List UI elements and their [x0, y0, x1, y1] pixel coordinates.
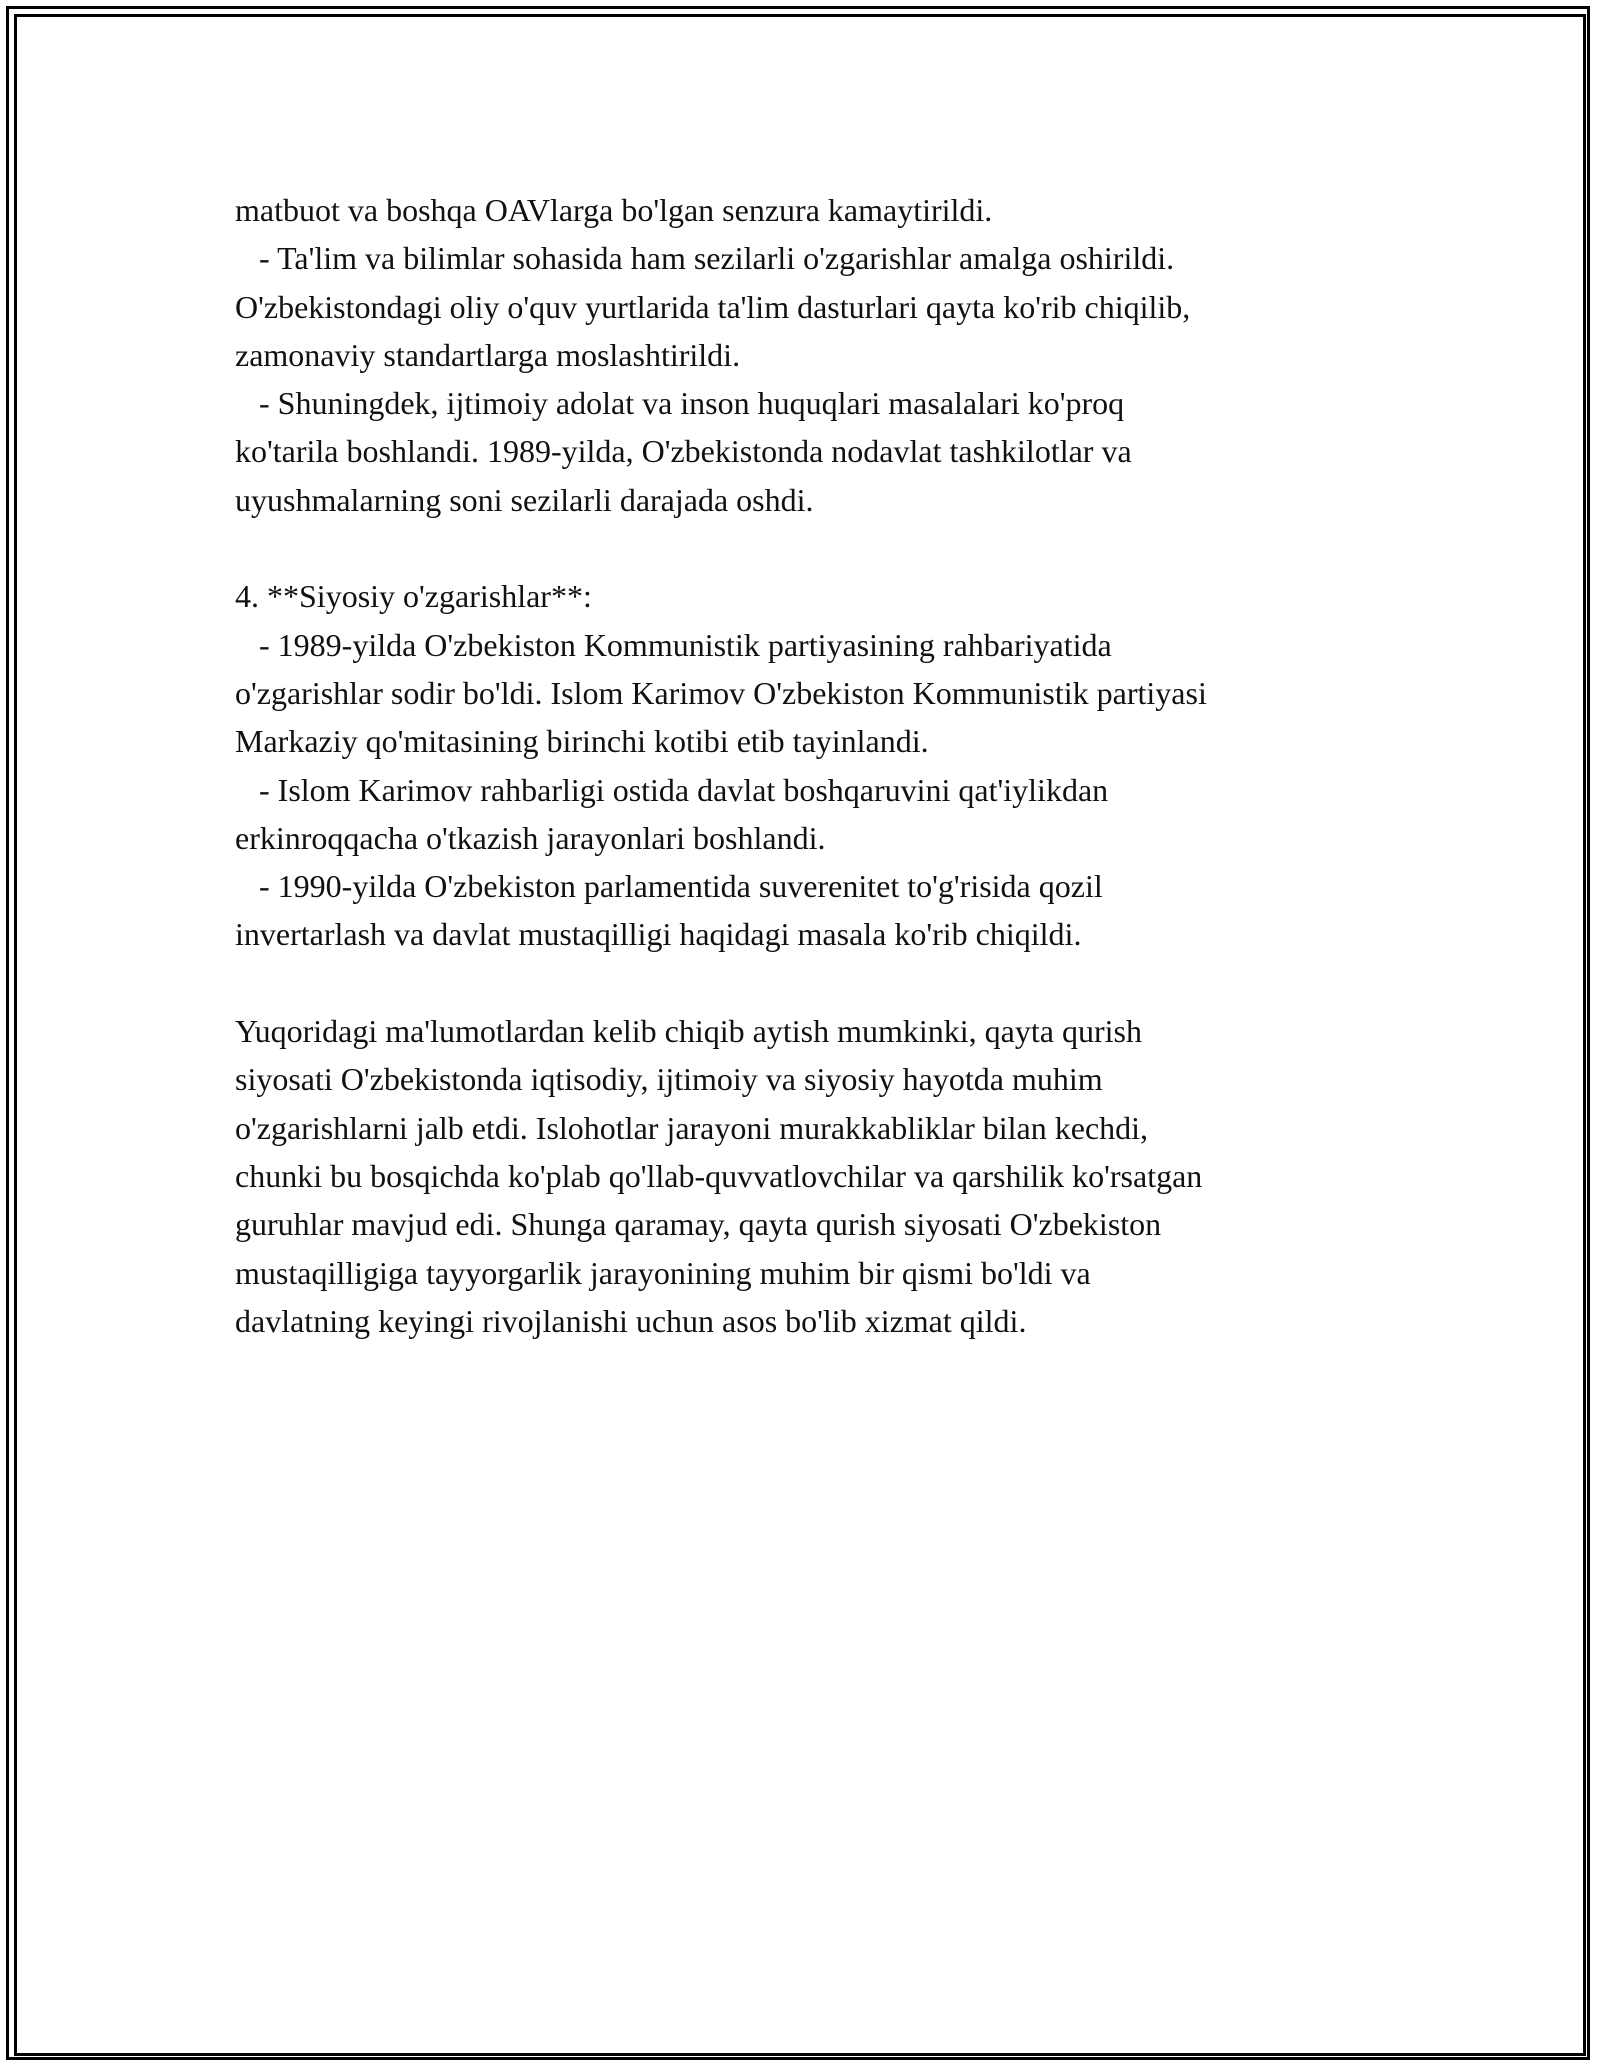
text-line: erkinroqqacha o'tkazish jarayonlari boshlandi.: [235, 819, 826, 856]
section-heading: 4. **Siyosiy o'zgarishlar**:: [235, 578, 592, 615]
text-line: uyushmalarning soni sezilarli darajada oshdi.: [235, 481, 814, 518]
text-line: matbuot va boshqa OAVlarga bo'lgan senzura kamaytirildi.: [235, 192, 993, 228]
text-line: davlatning keyingi rivojlanishi uchun asos bo'lib xizmat qildi.: [235, 1302, 1027, 1339]
text-line: o'zgarishlarni jalb etdi. Islohotlar jarayoni murakkabliklar bilan kechdi,: [235, 1109, 1149, 1146]
paragraph-gap: [235, 959, 1405, 1007]
text-line: siyosati O'zbekistonda iqtisodiy, ijtimoiy va siyosiy hayotda muhim: [235, 1061, 1103, 1098]
text-line: zamonaviy standartlarga moslashtirildi.: [235, 336, 741, 373]
text-line: ko'tarila boshlandi. 1989-yilda, O'zbekistonda nodavlat tashkilotlar va: [235, 433, 1132, 470]
text-line: - Shuningdek, ijtimoiy adolat va inson huquqlari masalalari ko'proq: [235, 385, 1125, 422]
text-line: Markaziy qo'mitasining birinchi kotibi etib tayinlandi.: [235, 723, 929, 760]
text-line: o'zgarishlar sodir bo'ldi. Islom Karimov O'zbekiston Kommunistik partiyasi: [235, 674, 1207, 711]
text-line: - Islom Karimov rahbarligi ostida davlat boshqaruvini qat'iylikdan: [235, 771, 1109, 808]
text-line: chunki bu bosqichda ko'plab qo'llab-quvvatlovchilar va qarshilik ko'rsatgan: [235, 1157, 1203, 1194]
paragraph-gap: [235, 524, 1405, 572]
text-line: - Ta'lim va bilimlar sohasida ham sezilarli o'zgarishlar amalga oshirildi.: [235, 240, 1175, 277]
text-line: - 1990-yilda O'zbekiston parlamentida suverenitet to'g'risida qozil: [235, 868, 1103, 905]
text-line: - 1989-yilda O'zbekiston Kommunistik partiyasining rahbariyatida: [235, 626, 1112, 663]
document-text: [235, 186, 1405, 1345]
text-line: mustaqilligiga tayyorgarlik jarayonining muhim bir qismi bo'ldi va: [235, 1254, 1091, 1291]
text-line: O'zbekistondagi oliy o'quv yurtlarida ta'lim dasturlari qayta ko'rib chiqilib,: [235, 288, 1191, 325]
text-line: invertarlash va davlat mustaqilligi haqidagi masala ko'rib chiqildi.: [235, 916, 1082, 953]
text-line: guruhlar mavjud edi. Shunga qaramay, qayta qurish siyosati O'zbekiston: [235, 1206, 1162, 1243]
text-line: Yuqoridagi ma'lumotlardan kelib chiqib aytish mumkinki, qayta qurish: [235, 1013, 1142, 1050]
